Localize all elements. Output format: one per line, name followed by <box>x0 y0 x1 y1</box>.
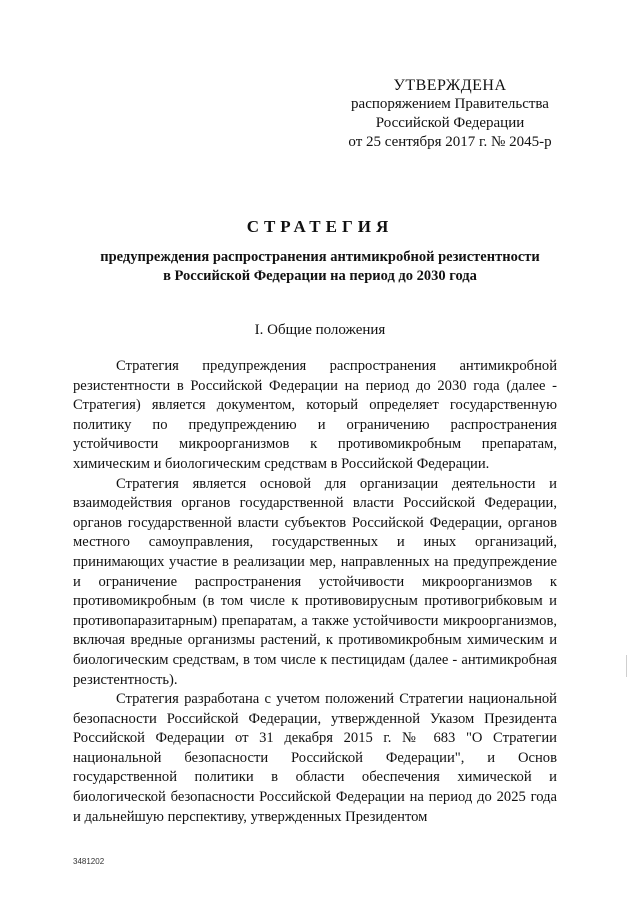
subtitle-line-1: предупреждения распространения антимикробной резистентности <box>100 249 540 265</box>
approval-line-2: Российской Федерации <box>375 115 525 131</box>
approval-stamp <box>330 76 570 152</box>
document-code: 3481202 <box>73 857 105 866</box>
subtitle-line-2: в Российской Федерации на период до 2030 года <box>163 268 477 284</box>
paragraph-1: Стратегия предупреждения распространения антимикробной резистентности в Российской Федерации на период до 2030 года (далее - Стратегия) является документом, который определяет государственную политику по предупреждению и ограничению распространения устойчивости микроорганизмов к противомикробным препаратам, химическим и биологическим средствам в Российской Федерации. <box>73 358 557 472</box>
section-heading: I. Общие положения <box>254 322 386 338</box>
margin-mark <box>626 655 627 677</box>
document-title: СТРАТЕГИЯ <box>246 217 394 236</box>
paragraph-2: Стратегия является основой для организации деятельности и взаимодействия органов государственной власти Российской Федерации, органов государственной власти субъектов Российской Федерации, органов местного самоуправления, государственных и иных организаций, принимающих участие в реализации мер, направленных на предупреждение и ограничение распространения устойчивости микроорганизмов к противомикробным (в том числе к противовирусным противогрибковым и противопаразитарным) препаратам, а также устойчивости микроорганизмов, включая вредные организмы растений, к противомикробным химическим и биологическим средствам, в том числе к пестицидам (далее - антимикробная резистентность). <box>73 475 557 688</box>
document-body <box>73 357 557 827</box>
approval-line-1: распоряжением Правительства <box>351 96 549 112</box>
approval-line-3: от 25 сентября 2017 г. № 2045-р <box>348 134 552 150</box>
approval-heading: УТВЕРЖДЕНА <box>393 77 507 94</box>
paragraph-3: Стратегия разработана с учетом положений Стратегии национальной безопасности Российской Федерации, утвержденной Указом Президента Российской Федерации от 31 декабря 2015 г. № 683 "О Стратегии национальной безопасности Российской Федерации", и Основ государственной политики в области обеспечения химической и биологической безопасности Российской Федерации на период до 2025 года и дальнейшую перспективу, утвержденных Президентом <box>73 691 557 825</box>
document-subtitle <box>70 248 570 286</box>
